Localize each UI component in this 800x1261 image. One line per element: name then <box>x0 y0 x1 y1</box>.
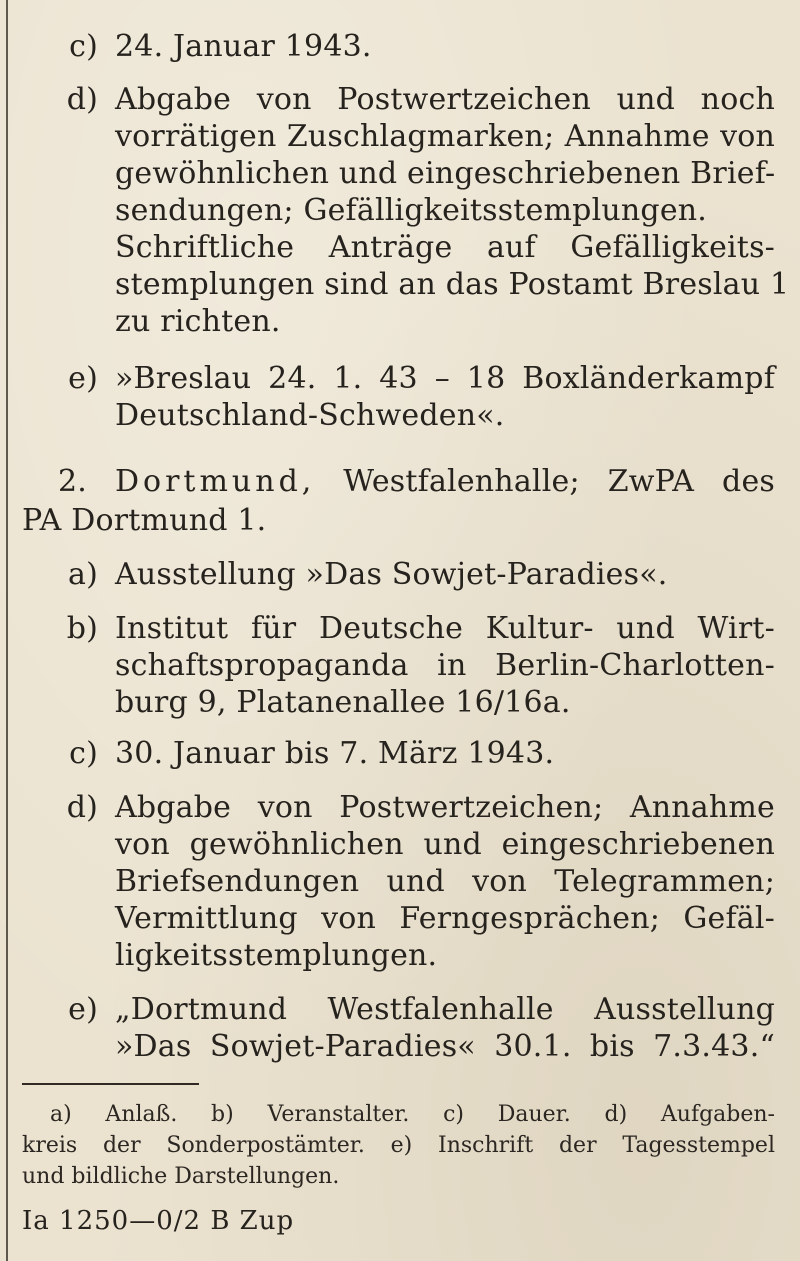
item-d-line: zu richten. <box>115 304 281 339</box>
item-d-line: Schriftliche Anträge auf Gefälligkeits- <box>115 230 775 265</box>
footnote-line: a) Anlaß. b) Veranstalter. c) Dauer. d) Aufgaben- <box>50 1102 775 1127</box>
item-d-line: Abgabe von Postwertzeichen und noch <box>115 82 775 117</box>
footnote-line: kreis der Sonderpostämter. e) Inschrift der Tagesstempel <box>22 1133 775 1158</box>
item-b-line: burg 9, Platanenallee 16/16a. <box>115 685 571 720</box>
page-edge-rule <box>6 0 8 1261</box>
section-2-number: 2. <box>58 464 88 499</box>
footnote-rule <box>22 1083 199 1085</box>
item-c-marker: c) <box>69 29 98 64</box>
item-d-line: stemplungen sind an das Postamt Breslau 1 <box>115 267 790 302</box>
item-b-line: schaftspropaganda in Berlin-Charlotten- <box>115 648 775 683</box>
item-d-line: sendungen; Gefälligkeitsstemplungen. <box>115 193 708 228</box>
section-2-place: Dortmund, <box>114 464 316 499</box>
item-b-marker: b) <box>66 611 98 646</box>
footnote-line: und bildliche Darstellungen. <box>22 1164 340 1189</box>
item-a-marker: a) <box>68 557 98 592</box>
section-2-heading-line2: PA Dortmund 1. <box>22 503 267 538</box>
item-d-marker: d) <box>66 790 98 825</box>
item-d-line: Briefsendungen und von Telegrammen; <box>115 864 775 899</box>
item-d-line: von gewöhnlichen und eingeschriebenen <box>115 827 775 862</box>
item-a-text: Ausstellung »Das Sowjet-Paradies«. <box>115 557 668 592</box>
item-e-line: »Breslau 24. 1. 43 – 18 Boxländerkampf <box>115 361 775 396</box>
section-2-heading <box>58 465 775 499</box>
item-d-marker: d) <box>66 82 98 117</box>
item-e-line: Deutschland-Schweden«. <box>115 398 505 433</box>
item-c-text: 24. Januar 1943. <box>115 29 372 64</box>
item-c-marker: c) <box>69 736 98 771</box>
item-e-marker: e) <box>68 361 98 396</box>
item-c-text: 30. Januar bis 7. März 1943. <box>115 736 555 771</box>
printer-imprint: Ia 1250—0/2 B Zup <box>22 1206 295 1236</box>
item-d-line: ligkeitsstemplungen. <box>115 938 438 973</box>
item-d-line: gewöhnlichen und eingeschriebenen Brief- <box>115 156 776 191</box>
section-2-heading-rest: Westfalenhalle; ZwPA des <box>343 464 775 499</box>
item-d-line: Vermittlung von Ferngesprächen; Gefäl- <box>115 901 775 936</box>
item-e-line: „Dortmund Westfalenhalle Ausstellung <box>115 992 775 1027</box>
item-d-line: vorrätigen Zuschlagmarken; Annahme von <box>115 119 775 154</box>
item-d-line: Abgabe von Postwertzeichen; Annahme <box>115 790 775 825</box>
item-e-line: »Das Sowjet-Paradies« 30.1. bis 7.3.43.“ <box>115 1029 775 1064</box>
item-e-marker: e) <box>68 992 98 1027</box>
item-b-line: Institut für Deutsche Kultur- und Wirt- <box>115 611 775 646</box>
